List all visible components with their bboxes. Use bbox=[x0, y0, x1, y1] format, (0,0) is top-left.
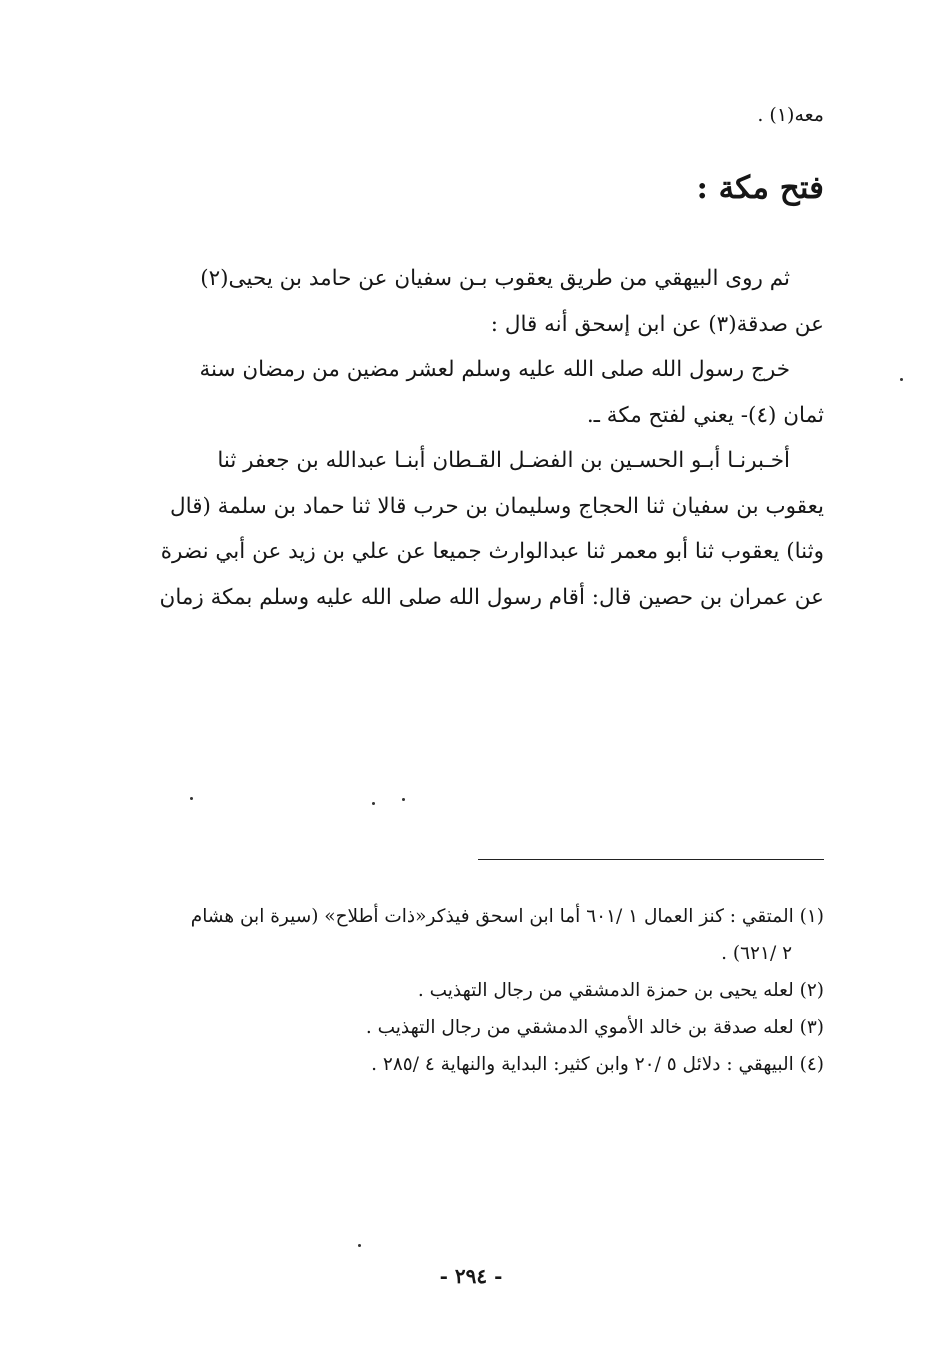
section-heading: فتح مكة : bbox=[696, 170, 824, 206]
scan-speck bbox=[900, 378, 903, 381]
main-text bbox=[124, 256, 824, 620]
footnote-divider bbox=[478, 859, 824, 860]
scan-speck bbox=[358, 1244, 361, 1247]
footnote-item: (٢) لعله يحيى بن حمزة الدمشقي من رجال التهذيب . bbox=[417, 980, 824, 1001]
body-line: عن عمران بن حصين قال: أقام رسول الله صلى الله عليه وسلم بمكة زمان bbox=[159, 584, 824, 610]
footnote-item: (٣) لعله صدقة بن خالد الأموي الدمشقي من رجال التهذيب . bbox=[365, 1017, 824, 1038]
continuation-line: معه(١) . bbox=[757, 104, 824, 126]
scan-speck bbox=[190, 797, 193, 800]
body-line: عن صدقة(٣) عن ابن إسحق أنه قال : bbox=[490, 311, 824, 337]
footnote-item: (١) المتقي : كنز العمال ١ /٦٠١ أما ابن اسحق فيذكر«ذات أطلاح» (سيرة ابن هشام bbox=[190, 906, 824, 927]
page-number: - ٢٩٤ - bbox=[439, 1264, 503, 1288]
body-line: ثمان (٤)- يعني لفتح مكة ـ. bbox=[586, 402, 824, 428]
footnote-item: (٤) البيهقي : دلائل ٥ /٢٠ وابن كثير: البداية والنهاية ٤ /٢٨٥ . bbox=[371, 1054, 824, 1075]
body-line: يعقوب بن سفيان ثنا الحجاج وسليمان بن حرب قالا ثنا حماد بن سلمة (قال bbox=[170, 493, 824, 519]
footnote-continuation: ٢ /٦٢١) . bbox=[721, 943, 792, 964]
scan-speck bbox=[402, 798, 405, 801]
body-line: أخـبرنـا أبـو الحسـين بن الفضـل القـطان أبنـا عبدالله بن جعفر ثنا bbox=[217, 448, 790, 473]
body-line: خرج رسول الله صلى الله عليه وسلم لعشر مضين من رمضان سنة bbox=[199, 357, 790, 382]
body-line: وثنا) يعقوب ثنا أبو معمر ثنا عبدالوارث جميعا عن علي بن زيد عن أبي نضرة bbox=[160, 539, 824, 564]
scan-speck bbox=[372, 802, 375, 805]
footnotes bbox=[124, 898, 824, 1083]
body-line: ثم روى البيهقي من طريق يعقوب بـن سفيان عن حامد بن يحيى(٢) bbox=[200, 266, 790, 291]
